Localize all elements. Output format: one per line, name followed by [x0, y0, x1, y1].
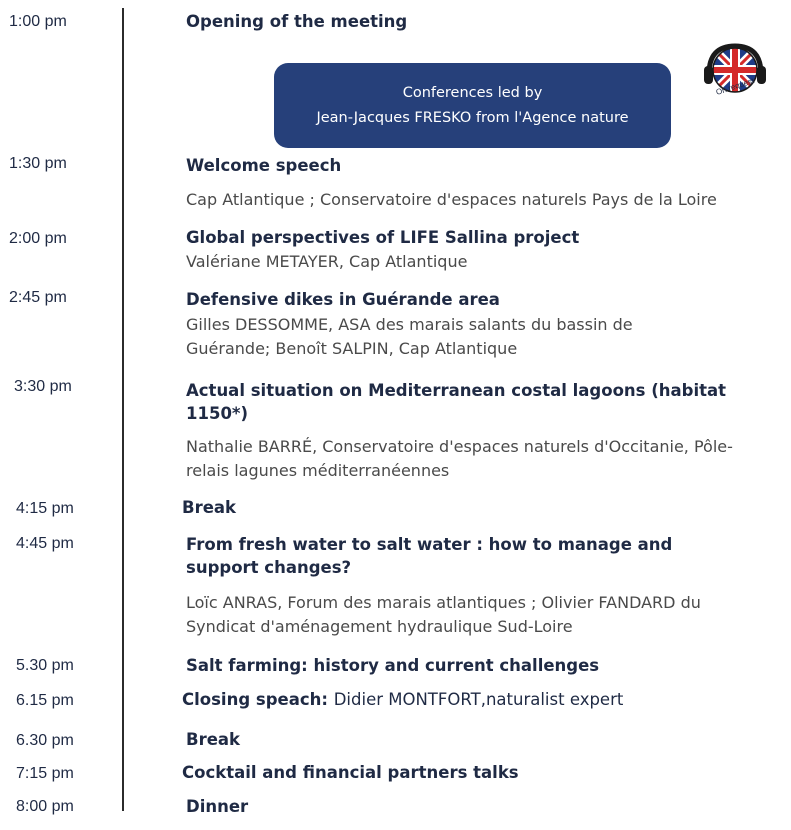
session-title: Actual situation on Mediterranean costal lagoons (habitat 1150*)	[186, 381, 727, 423]
session-title: Global perspectives of LIFE Sallina project	[186, 228, 580, 247]
time-slot: 4:15 pm	[16, 500, 74, 517]
session-title: Cocktail and financial partners talks	[182, 763, 519, 782]
session-title: Welcome speech	[186, 156, 342, 175]
session-title	[182, 690, 623, 709]
closing-label: Closing speach:	[182, 690, 328, 709]
session-title: Defensive dikes in Guérande area	[186, 290, 500, 309]
time-slot: 2:00 pm	[9, 230, 67, 247]
session-title: Break	[186, 730, 241, 749]
time-slot: 3:30 pm	[14, 378, 72, 395]
session-speaker: Loïc ANRAS, Forum des marais atlantiques ; Olivier FANDARD du Syndicat d'aménagement hydraulique Sud-Loire	[186, 593, 701, 636]
timeline-divider	[122, 8, 124, 811]
session-title: Dinner	[186, 797, 249, 816]
time-slot: 1:30 pm	[9, 155, 67, 172]
time-slot: 8:00 pm	[16, 798, 74, 815]
time-slot: 4:45 pm	[16, 535, 74, 552]
time-slot: 2:45 pm	[9, 289, 67, 306]
session-speaker: Gilles DESSOMME, ASA des marais salants du bassin de Guérande; Benoît SALPIN, Cap Atlantique	[186, 315, 633, 358]
time-slot: 7:15 pm	[16, 765, 74, 782]
time-slot: 6.30 pm	[16, 732, 74, 749]
banner-line-1: Conferences led by	[402, 84, 543, 101]
session-speaker: Valériane METAYER, Cap Atlantique	[186, 252, 468, 271]
badge-caption: On request	[714, 76, 756, 97]
session-title: Opening of the meeting	[186, 12, 408, 31]
session-speaker: Didier MONTFORT,naturalist expert	[333, 690, 624, 709]
session-title: Salt farming: history and current challenges	[186, 656, 600, 675]
session-title: From fresh water to salt water : how to manage and support changes?	[186, 535, 673, 577]
session-speaker: Nathalie BARRÉ, Conservatoire d'espaces naturels d'Occitanie, Pôle-relais lagunes méditerranéennes	[186, 437, 733, 480]
banner-line-2: Jean-Jacques FRESKO from l'Agence nature	[316, 109, 629, 126]
conference-host-banner	[274, 63, 671, 148]
time-slot: 6.15 pm	[16, 692, 74, 709]
session-speaker: Cap Atlantique ; Conservatoire d'espaces naturels Pays de la Loire	[186, 190, 717, 209]
time-slot: 5.30 pm	[16, 657, 74, 674]
time-slot: 1:00 pm	[9, 13, 67, 30]
session-title: Break	[182, 498, 237, 517]
